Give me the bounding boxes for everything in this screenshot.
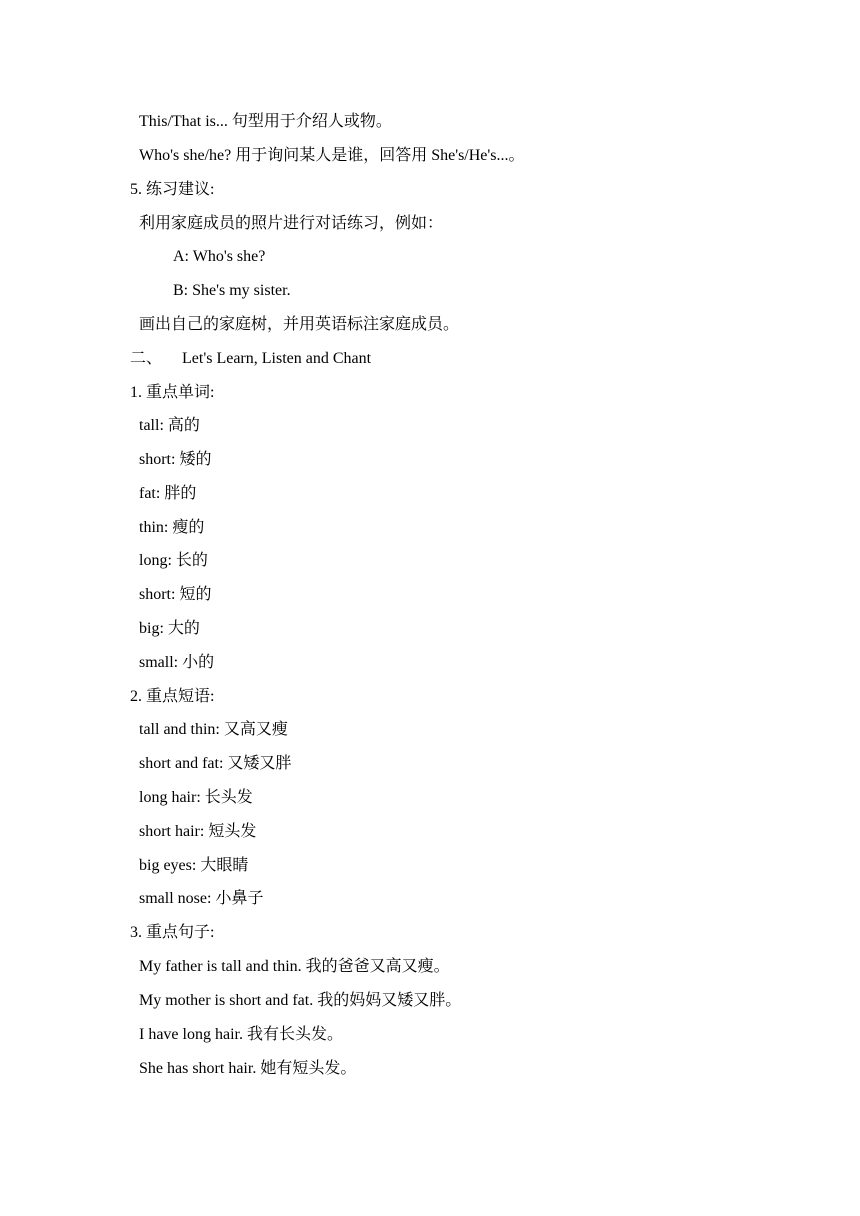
sentence-item: She has short hair. 她有短头发。 bbox=[139, 1060, 357, 1077]
vocab-item: short: 矮的 bbox=[139, 451, 212, 468]
phrase-item: short hair: 短头发 bbox=[139, 823, 257, 840]
dialogue-line: B: She's my sister. bbox=[173, 282, 291, 299]
section-heading: 1. 重点单词: bbox=[130, 384, 215, 401]
sentence-item: My father is tall and thin. 我的爸爸又高又瘦。 bbox=[139, 958, 450, 975]
vocab-item: big: 大的 bbox=[139, 620, 200, 637]
phrase-item: big eyes: 大眼睛 bbox=[139, 857, 249, 874]
dialogue-line: A: Who's she? bbox=[173, 248, 266, 265]
chapter-heading bbox=[130, 349, 371, 369]
section-heading: 2. 重点短语: bbox=[130, 688, 215, 705]
sentence-item: My mother is short and fat. 我的妈妈又矮又胖。 bbox=[139, 992, 462, 1009]
phrase-item: long hair: 长头发 bbox=[139, 789, 253, 806]
text-line: This/That is... 句型用于介绍人或物。 bbox=[139, 113, 392, 130]
phrase-item: short and fat: 又矮又胖 bbox=[139, 755, 292, 772]
vocab-item: long: 长的 bbox=[139, 552, 208, 569]
section-heading: 3. 重点句子: bbox=[130, 924, 215, 941]
sentence-item: I have long hair. 我有长头发。 bbox=[139, 1026, 343, 1043]
vocab-item: tall: 高的 bbox=[139, 417, 200, 434]
vocab-item: fat: 胖的 bbox=[139, 485, 197, 502]
vocab-item: small: 小的 bbox=[139, 654, 215, 671]
chapter-number: 二、 bbox=[130, 350, 163, 367]
phrase-item: small nose: 小鼻子 bbox=[139, 890, 264, 907]
text-line: 画出自己的家庭树，并用英语标注家庭成员。 bbox=[139, 316, 460, 333]
chapter-title: Let's Learn, Listen and Chant bbox=[182, 350, 372, 367]
section-heading: 5. 练习建议: bbox=[130, 181, 215, 198]
vocab-item: thin: 瘦的 bbox=[139, 519, 205, 536]
phrase-item: tall and thin: 又高又瘦 bbox=[139, 721, 288, 738]
vocab-item: short: 短的 bbox=[139, 586, 212, 603]
text-line: Who's she/he? 用于询问某人是谁，回答用 She's/He's...。 bbox=[139, 147, 525, 164]
text-line: 利用家庭成员的照片进行对话练习，例如： bbox=[139, 215, 444, 232]
